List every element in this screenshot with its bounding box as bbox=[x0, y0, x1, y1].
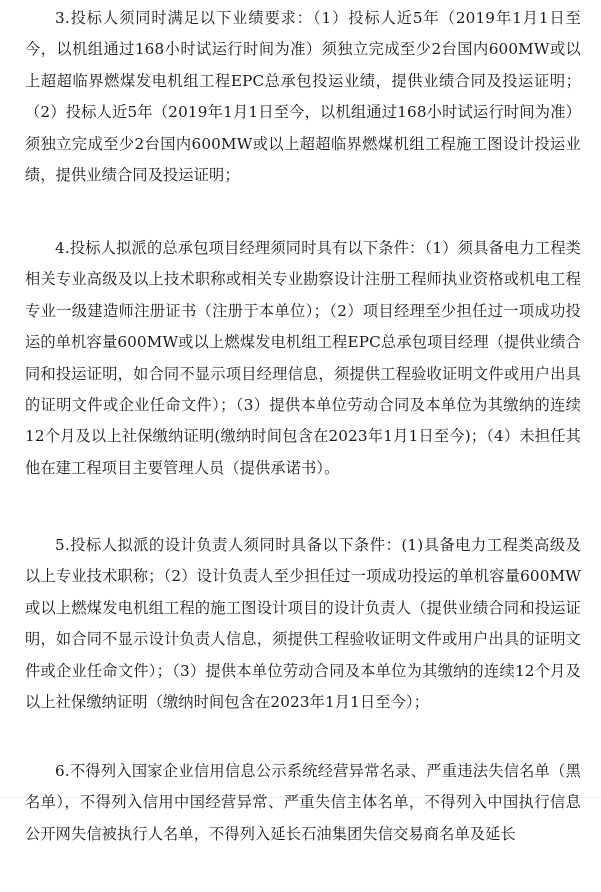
paragraph-design-lead-requirements: 5.投标人拟派的设计负责人须同时具备以下条件：(1)具备电力工程类高级及以上专业技术职称；（2）设计负责人至少担任过一项成功投运的单机容量600MW或以上燃煤发电机组工程的施工图设计项目的设计负责人（提供业绩合同和投运证明，如合同不显示设计负责人信息，须提供工程验收证明文件或用户出具的证明文件或企业任命文件）；（3）提供本单位劳动合同及本单位为其缴纳的连续12个月及以上社保缴纳证明（缴纳时间包含在2023年1月1日至今）； bbox=[25, 536, 581, 712]
paragraph-credit-blacklist-requirements: 6.不得列入国家企业信用信息公示系统经营异常名录、严重违法失信名单（黑名单），不得列入信用中国经营异常、严重失信主体名单，不得列入中国执行信息公开网失信被执行人名单，不得列入延长石油集团失信交易商名单及延长 bbox=[25, 762, 581, 843]
paragraph-project-manager-requirements: 4.投标人拟派的总承包项目经理须同时具有以下条件：（1）须具备电力工程类相关专业高级及以上技术职称或相关专业勘察设计注册工程师执业资格或机电工程专业一级建造师注册证书（注册于本单位）；（2）项目经理至少担任过一项成功投运的单机容量600MW或以上燃煤发电机组工程EPC总承包项目经理（提供业绩合同和投运证明，如合同不显示项目经理信息，须提供工程验收证明文件或用户出具的证明文件或企业任命文件）；（3）提供本单位劳动合同及本单位为其缴纳的连续12个月及以上社保缴纳证明(缴纳时间包含在2023年1月1日至今)；（4）未担任其他在建工程项目主要管理人员（提供承诺书）。 bbox=[25, 239, 581, 477]
paragraph-performance-requirements: 3.投标人须同时满足以下业绩要求：（1）投标人近5年（2019年1月1日至今，以机组通过168小时试运行时间为准）须独立完成至少2台国内600MW或以上超超临界燃煤发电机组工程EPC总承包投运业绩，提供业绩合同及投运证明；（2）投标人近5年（2019年1月1日至今，以机组通过168小时试运行时间为准）须独立完成至少2台国内600MW或以上超超临界燃煤机组工程施工图设计投运业绩，提供业绩合同及投运证明； bbox=[25, 9, 581, 185]
